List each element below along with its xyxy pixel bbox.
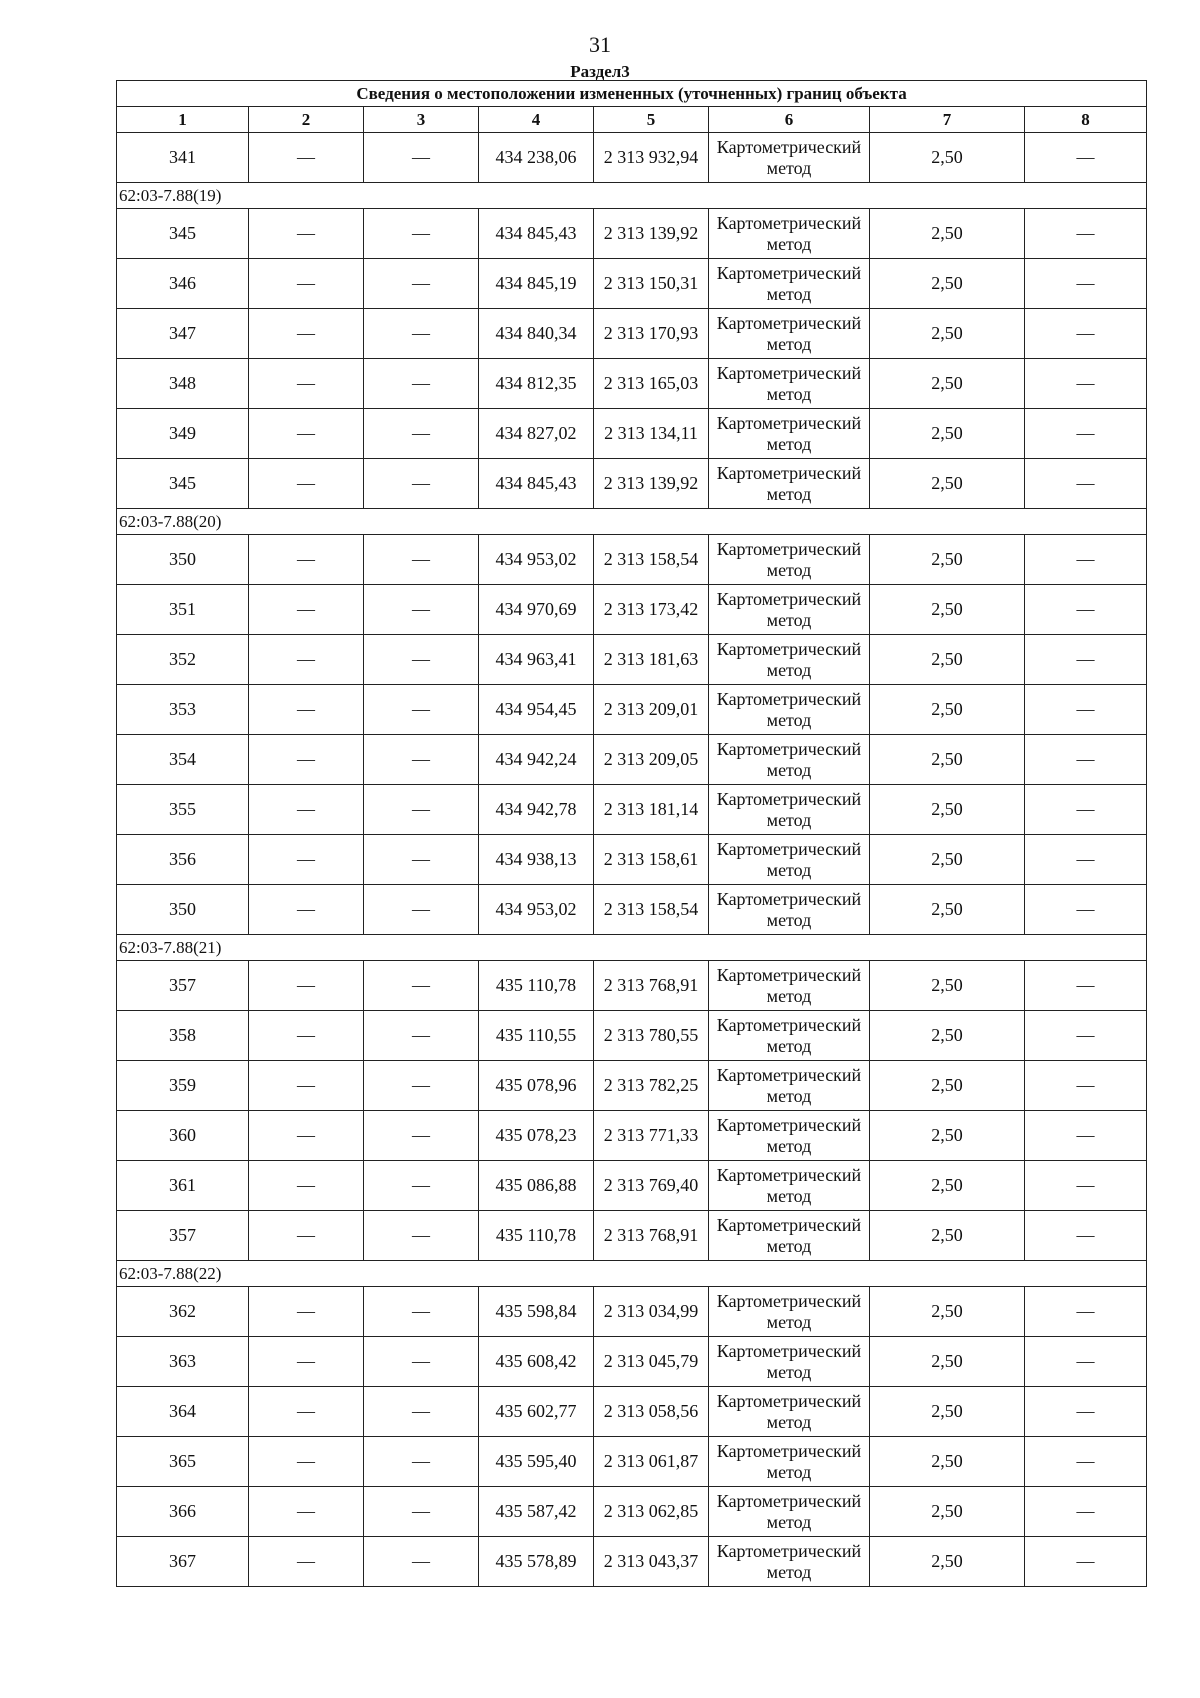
point-number-cell: 355 bbox=[117, 785, 249, 835]
empty-dash-cell: — bbox=[1025, 459, 1147, 509]
empty-dash-cell: — bbox=[364, 309, 479, 359]
empty-dash-cell: — bbox=[249, 259, 364, 309]
accuracy-cell: 2,50 bbox=[870, 735, 1025, 785]
column-number: 5 bbox=[594, 107, 709, 133]
method-cell: Картометрический метод bbox=[709, 585, 870, 635]
table-row bbox=[117, 209, 1147, 259]
x-coordinate-cell: 434 942,78 bbox=[479, 785, 594, 835]
accuracy-cell: 2,50 bbox=[870, 409, 1025, 459]
y-coordinate-cell: 2 313 181,63 bbox=[594, 635, 709, 685]
empty-dash-cell: — bbox=[249, 685, 364, 735]
method-cell: Картометрический метод bbox=[709, 409, 870, 459]
table-row bbox=[117, 961, 1147, 1011]
table-row bbox=[117, 735, 1147, 785]
empty-dash-cell: — bbox=[249, 1111, 364, 1161]
table-row bbox=[117, 635, 1147, 685]
method-cell: Картометрический метод bbox=[709, 1487, 870, 1537]
accuracy-cell: 2,50 bbox=[870, 961, 1025, 1011]
accuracy-cell: 2,50 bbox=[870, 459, 1025, 509]
empty-dash-cell: — bbox=[249, 1061, 364, 1111]
y-coordinate-cell: 2 313 158,54 bbox=[594, 885, 709, 935]
empty-dash-cell: — bbox=[1025, 785, 1147, 835]
point-number-cell: 354 bbox=[117, 735, 249, 785]
empty-dash-cell: — bbox=[249, 961, 364, 1011]
empty-dash-cell: — bbox=[364, 359, 479, 409]
x-coordinate-cell: 434 827,02 bbox=[479, 409, 594, 459]
accuracy-cell: 2,50 bbox=[870, 259, 1025, 309]
empty-dash-cell: — bbox=[249, 885, 364, 935]
empty-dash-cell: — bbox=[1025, 1487, 1147, 1537]
x-coordinate-cell: 435 110,78 bbox=[479, 1211, 594, 1261]
column-number: 6 bbox=[709, 107, 870, 133]
point-number-cell: 350 bbox=[117, 885, 249, 935]
y-coordinate-cell: 2 313 769,40 bbox=[594, 1161, 709, 1211]
point-number-cell: 366 bbox=[117, 1487, 249, 1537]
table-row bbox=[117, 133, 1147, 183]
empty-dash-cell: — bbox=[364, 735, 479, 785]
table-row bbox=[117, 1337, 1147, 1387]
y-coordinate-cell: 2 313 768,91 bbox=[594, 1211, 709, 1261]
empty-dash-cell: — bbox=[249, 209, 364, 259]
y-coordinate-cell: 2 313 173,42 bbox=[594, 585, 709, 635]
method-cell: Картометрический метод bbox=[709, 309, 870, 359]
method-cell: Картометрический метод bbox=[709, 1437, 870, 1487]
table-row bbox=[117, 1287, 1147, 1337]
empty-dash-cell: — bbox=[249, 1287, 364, 1337]
empty-dash-cell: — bbox=[1025, 209, 1147, 259]
empty-dash-cell: — bbox=[364, 1387, 479, 1437]
boundary-coordinates-table bbox=[116, 80, 1147, 1587]
point-number-cell: 358 bbox=[117, 1011, 249, 1061]
method-cell: Картометрический метод bbox=[709, 459, 870, 509]
table-row bbox=[117, 459, 1147, 509]
method-cell: Картометрический метод bbox=[709, 1287, 870, 1337]
accuracy-cell: 2,50 bbox=[870, 535, 1025, 585]
method-cell: Картометрический метод bbox=[709, 1111, 870, 1161]
empty-dash-cell: — bbox=[249, 1437, 364, 1487]
x-coordinate-cell: 435 608,42 bbox=[479, 1337, 594, 1387]
x-coordinate-cell: 435 578,89 bbox=[479, 1537, 594, 1587]
method-cell: Картометрический метод bbox=[709, 1387, 870, 1437]
accuracy-cell: 2,50 bbox=[870, 309, 1025, 359]
y-coordinate-cell: 2 313 181,14 bbox=[594, 785, 709, 835]
point-number-cell: 352 bbox=[117, 635, 249, 685]
empty-dash-cell: — bbox=[1025, 309, 1147, 359]
empty-dash-cell: — bbox=[249, 1011, 364, 1061]
empty-dash-cell: — bbox=[364, 885, 479, 935]
empty-dash-cell: — bbox=[364, 209, 479, 259]
x-coordinate-cell: 435 078,96 bbox=[479, 1061, 594, 1111]
x-coordinate-cell: 434 942,24 bbox=[479, 735, 594, 785]
empty-dash-cell: — bbox=[364, 685, 479, 735]
method-cell: Картометрический метод bbox=[709, 885, 870, 935]
empty-dash-cell: — bbox=[364, 785, 479, 835]
method-cell: Картометрический метод bbox=[709, 209, 870, 259]
parcel-group-row bbox=[117, 183, 1147, 209]
method-cell: Картометрический метод bbox=[709, 1061, 870, 1111]
empty-dash-cell: — bbox=[1025, 535, 1147, 585]
point-number-cell: 363 bbox=[117, 1337, 249, 1387]
x-coordinate-cell: 435 078,23 bbox=[479, 1111, 594, 1161]
accuracy-cell: 2,50 bbox=[870, 885, 1025, 935]
table-row bbox=[117, 1487, 1147, 1537]
table-row bbox=[117, 1111, 1147, 1161]
y-coordinate-cell: 2 313 043,37 bbox=[594, 1537, 709, 1587]
empty-dash-cell: — bbox=[249, 459, 364, 509]
accuracy-cell: 2,50 bbox=[870, 1061, 1025, 1111]
x-coordinate-cell: 435 110,78 bbox=[479, 961, 594, 1011]
parcel-group-label: 62:03-7.88(20) bbox=[117, 509, 1147, 535]
x-coordinate-cell: 435 110,55 bbox=[479, 1011, 594, 1061]
y-coordinate-cell: 2 313 165,03 bbox=[594, 359, 709, 409]
y-coordinate-cell: 2 313 170,93 bbox=[594, 309, 709, 359]
accuracy-cell: 2,50 bbox=[870, 685, 1025, 735]
point-number-cell: 365 bbox=[117, 1437, 249, 1487]
empty-dash-cell: — bbox=[249, 735, 364, 785]
accuracy-cell: 2,50 bbox=[870, 359, 1025, 409]
point-number-cell: 357 bbox=[117, 1211, 249, 1261]
empty-dash-cell: — bbox=[364, 259, 479, 309]
empty-dash-cell: — bbox=[364, 1161, 479, 1211]
empty-dash-cell: — bbox=[1025, 133, 1147, 183]
point-number-cell: 367 bbox=[117, 1537, 249, 1587]
empty-dash-cell: — bbox=[1025, 1437, 1147, 1487]
x-coordinate-cell: 435 086,88 bbox=[479, 1161, 594, 1211]
method-cell: Картометрический метод bbox=[709, 1011, 870, 1061]
empty-dash-cell: — bbox=[1025, 1211, 1147, 1261]
x-coordinate-cell: 434 963,41 bbox=[479, 635, 594, 685]
point-number-cell: 348 bbox=[117, 359, 249, 409]
point-number-cell: 350 bbox=[117, 535, 249, 585]
accuracy-cell: 2,50 bbox=[870, 1487, 1025, 1537]
x-coordinate-cell: 434 840,34 bbox=[479, 309, 594, 359]
empty-dash-cell: — bbox=[249, 835, 364, 885]
x-coordinate-cell: 434 845,19 bbox=[479, 259, 594, 309]
empty-dash-cell: — bbox=[249, 309, 364, 359]
y-coordinate-cell: 2 313 150,31 bbox=[594, 259, 709, 309]
empty-dash-cell: — bbox=[1025, 259, 1147, 309]
method-cell: Картометрический метод bbox=[709, 1537, 870, 1587]
accuracy-cell: 2,50 bbox=[870, 1387, 1025, 1437]
empty-dash-cell: — bbox=[364, 1437, 479, 1487]
empty-dash-cell: — bbox=[249, 1487, 364, 1537]
accuracy-cell: 2,50 bbox=[870, 1287, 1025, 1337]
empty-dash-cell: — bbox=[1025, 1387, 1147, 1437]
x-coordinate-cell: 434 845,43 bbox=[479, 209, 594, 259]
method-cell: Картометрический метод bbox=[709, 835, 870, 885]
accuracy-cell: 2,50 bbox=[870, 1337, 1025, 1387]
table-row bbox=[117, 309, 1147, 359]
empty-dash-cell: — bbox=[1025, 1161, 1147, 1211]
point-number-cell: 346 bbox=[117, 259, 249, 309]
table-row bbox=[117, 835, 1147, 885]
empty-dash-cell: — bbox=[364, 1337, 479, 1387]
table-row bbox=[117, 685, 1147, 735]
parcel-group-row bbox=[117, 935, 1147, 961]
empty-dash-cell: — bbox=[364, 835, 479, 885]
empty-dash-cell: — bbox=[1025, 409, 1147, 459]
empty-dash-cell: — bbox=[1025, 835, 1147, 885]
empty-dash-cell: — bbox=[1025, 1111, 1147, 1161]
point-number-cell: 347 bbox=[117, 309, 249, 359]
table-row bbox=[117, 1011, 1147, 1061]
table-row bbox=[117, 585, 1147, 635]
table-row bbox=[117, 359, 1147, 409]
x-coordinate-cell: 434 938,13 bbox=[479, 835, 594, 885]
empty-dash-cell: — bbox=[249, 785, 364, 835]
y-coordinate-cell: 2 313 139,92 bbox=[594, 459, 709, 509]
table-row bbox=[117, 785, 1147, 835]
empty-dash-cell: — bbox=[364, 1011, 479, 1061]
x-coordinate-cell: 434 970,69 bbox=[479, 585, 594, 635]
empty-dash-cell: — bbox=[364, 961, 479, 1011]
empty-dash-cell: — bbox=[364, 1211, 479, 1261]
method-cell: Картометрический метод bbox=[709, 1211, 870, 1261]
point-number-cell: 364 bbox=[117, 1387, 249, 1437]
method-cell: Картометрический метод bbox=[709, 1337, 870, 1387]
empty-dash-cell: — bbox=[1025, 961, 1147, 1011]
empty-dash-cell: — bbox=[1025, 1011, 1147, 1061]
method-cell: Картометрический метод bbox=[709, 359, 870, 409]
x-coordinate-cell: 434 845,43 bbox=[479, 459, 594, 509]
empty-dash-cell: — bbox=[249, 585, 364, 635]
accuracy-cell: 2,50 bbox=[870, 1537, 1025, 1587]
y-coordinate-cell: 2 313 061,87 bbox=[594, 1437, 709, 1487]
method-cell: Картометрический метод bbox=[709, 635, 870, 685]
point-number-cell: 351 bbox=[117, 585, 249, 635]
empty-dash-cell: — bbox=[249, 409, 364, 459]
empty-dash-cell: — bbox=[1025, 685, 1147, 735]
table-row bbox=[117, 1061, 1147, 1111]
empty-dash-cell: — bbox=[249, 133, 364, 183]
table-row bbox=[117, 1437, 1147, 1487]
table-body bbox=[117, 133, 1147, 1587]
empty-dash-cell: — bbox=[249, 1537, 364, 1587]
x-coordinate-cell: 435 602,77 bbox=[479, 1387, 594, 1437]
table-row bbox=[117, 259, 1147, 309]
parcel-group-label: 62:03-7.88(22) bbox=[117, 1261, 1147, 1287]
x-coordinate-cell: 435 595,40 bbox=[479, 1437, 594, 1487]
parcel-group-row bbox=[117, 1261, 1147, 1287]
x-coordinate-cell: 434 812,35 bbox=[479, 359, 594, 409]
table-row bbox=[117, 1211, 1147, 1261]
table-caption-row bbox=[117, 81, 1147, 107]
column-number: 4 bbox=[479, 107, 594, 133]
empty-dash-cell: — bbox=[249, 1161, 364, 1211]
empty-dash-cell: — bbox=[364, 133, 479, 183]
x-coordinate-cell: 434 953,02 bbox=[479, 885, 594, 935]
accuracy-cell: 2,50 bbox=[870, 1111, 1025, 1161]
y-coordinate-cell: 2 313 768,91 bbox=[594, 961, 709, 1011]
accuracy-cell: 2,50 bbox=[870, 785, 1025, 835]
point-number-cell: 357 bbox=[117, 961, 249, 1011]
accuracy-cell: 2,50 bbox=[870, 1437, 1025, 1487]
x-coordinate-cell: 434 238,06 bbox=[479, 133, 594, 183]
empty-dash-cell: — bbox=[249, 635, 364, 685]
accuracy-cell: 2,50 bbox=[870, 635, 1025, 685]
method-cell: Картометрический метод bbox=[709, 685, 870, 735]
accuracy-cell: 2,50 bbox=[870, 585, 1025, 635]
accuracy-cell: 2,50 bbox=[870, 835, 1025, 885]
column-number-row bbox=[117, 107, 1147, 133]
accuracy-cell: 2,50 bbox=[870, 209, 1025, 259]
point-number-cell: 345 bbox=[117, 459, 249, 509]
y-coordinate-cell: 2 313 158,54 bbox=[594, 535, 709, 585]
table-row bbox=[117, 1161, 1147, 1211]
y-coordinate-cell: 2 313 780,55 bbox=[594, 1011, 709, 1061]
y-coordinate-cell: 2 313 158,61 bbox=[594, 835, 709, 885]
x-coordinate-cell: 435 587,42 bbox=[479, 1487, 594, 1537]
empty-dash-cell: — bbox=[1025, 735, 1147, 785]
table-row bbox=[117, 1537, 1147, 1587]
parcel-group-label: 62:03-7.88(19) bbox=[117, 183, 1147, 209]
table-row bbox=[117, 885, 1147, 935]
x-coordinate-cell: 435 598,84 bbox=[479, 1287, 594, 1337]
point-number-cell: 356 bbox=[117, 835, 249, 885]
point-number-cell: 341 bbox=[117, 133, 249, 183]
column-number: 1 bbox=[117, 107, 249, 133]
column-number: 2 bbox=[249, 107, 364, 133]
y-coordinate-cell: 2 313 034,99 bbox=[594, 1287, 709, 1337]
point-number-cell: 353 bbox=[117, 685, 249, 735]
column-number: 3 bbox=[364, 107, 479, 133]
accuracy-cell: 2,50 bbox=[870, 1011, 1025, 1061]
x-coordinate-cell: 434 954,45 bbox=[479, 685, 594, 735]
parcel-group-label: 62:03-7.88(21) bbox=[117, 935, 1147, 961]
method-cell: Картометрический метод bbox=[709, 961, 870, 1011]
method-cell: Картометрический метод bbox=[709, 535, 870, 585]
empty-dash-cell: — bbox=[1025, 635, 1147, 685]
empty-dash-cell: — bbox=[1025, 885, 1147, 935]
empty-dash-cell: — bbox=[249, 1387, 364, 1437]
point-number-cell: 349 bbox=[117, 409, 249, 459]
empty-dash-cell: — bbox=[364, 1111, 479, 1161]
column-number: 8 bbox=[1025, 107, 1147, 133]
y-coordinate-cell: 2 313 058,56 bbox=[594, 1387, 709, 1437]
method-cell: Картометрический метод bbox=[709, 735, 870, 785]
point-number-cell: 361 bbox=[117, 1161, 249, 1211]
empty-dash-cell: — bbox=[1025, 359, 1147, 409]
y-coordinate-cell: 2 313 771,33 bbox=[594, 1111, 709, 1161]
point-number-cell: 362 bbox=[117, 1287, 249, 1337]
method-cell: Картометрический метод bbox=[709, 133, 870, 183]
point-number-cell: 359 bbox=[117, 1061, 249, 1111]
empty-dash-cell: — bbox=[364, 1061, 479, 1111]
accuracy-cell: 2,50 bbox=[870, 1161, 1025, 1211]
method-cell: Картометрический метод bbox=[709, 259, 870, 309]
y-coordinate-cell: 2 313 209,01 bbox=[594, 685, 709, 735]
accuracy-cell: 2,50 bbox=[870, 133, 1025, 183]
method-cell: Картометрический метод bbox=[709, 1161, 870, 1211]
point-number-cell: 360 bbox=[117, 1111, 249, 1161]
y-coordinate-cell: 2 313 209,05 bbox=[594, 735, 709, 785]
table-row bbox=[117, 535, 1147, 585]
empty-dash-cell: — bbox=[1025, 585, 1147, 635]
empty-dash-cell: — bbox=[364, 1287, 479, 1337]
column-number: 7 bbox=[870, 107, 1025, 133]
y-coordinate-cell: 2 313 139,92 bbox=[594, 209, 709, 259]
y-coordinate-cell: 2 313 062,85 bbox=[594, 1487, 709, 1537]
y-coordinate-cell: 2 313 134,11 bbox=[594, 409, 709, 459]
empty-dash-cell: — bbox=[249, 535, 364, 585]
accuracy-cell: 2,50 bbox=[870, 1211, 1025, 1261]
empty-dash-cell: — bbox=[1025, 1061, 1147, 1111]
empty-dash-cell: — bbox=[364, 409, 479, 459]
table-row bbox=[117, 1387, 1147, 1437]
point-number-cell: 345 bbox=[117, 209, 249, 259]
empty-dash-cell: — bbox=[1025, 1537, 1147, 1587]
empty-dash-cell: — bbox=[364, 459, 479, 509]
method-cell: Картометрический метод bbox=[709, 785, 870, 835]
empty-dash-cell: — bbox=[249, 1337, 364, 1387]
x-coordinate-cell: 434 953,02 bbox=[479, 535, 594, 585]
y-coordinate-cell: 2 313 045,79 bbox=[594, 1337, 709, 1387]
empty-dash-cell: — bbox=[1025, 1287, 1147, 1337]
empty-dash-cell: — bbox=[364, 635, 479, 685]
empty-dash-cell: — bbox=[249, 359, 364, 409]
table-caption: Сведения о местоположении измененных (уточненных) границ объекта bbox=[117, 81, 1147, 107]
page-number: 31 bbox=[589, 32, 611, 57]
empty-dash-cell: — bbox=[364, 1487, 479, 1537]
empty-dash-cell: — bbox=[249, 1211, 364, 1261]
y-coordinate-cell: 2 313 782,25 bbox=[594, 1061, 709, 1111]
y-coordinate-cell: 2 313 932,94 bbox=[594, 133, 709, 183]
parcel-group-row bbox=[117, 509, 1147, 535]
empty-dash-cell: — bbox=[364, 585, 479, 635]
empty-dash-cell: — bbox=[1025, 1337, 1147, 1387]
empty-dash-cell: — bbox=[364, 1537, 479, 1587]
table-row bbox=[117, 409, 1147, 459]
empty-dash-cell: — bbox=[364, 535, 479, 585]
section-title: Раздел3 bbox=[570, 62, 630, 81]
